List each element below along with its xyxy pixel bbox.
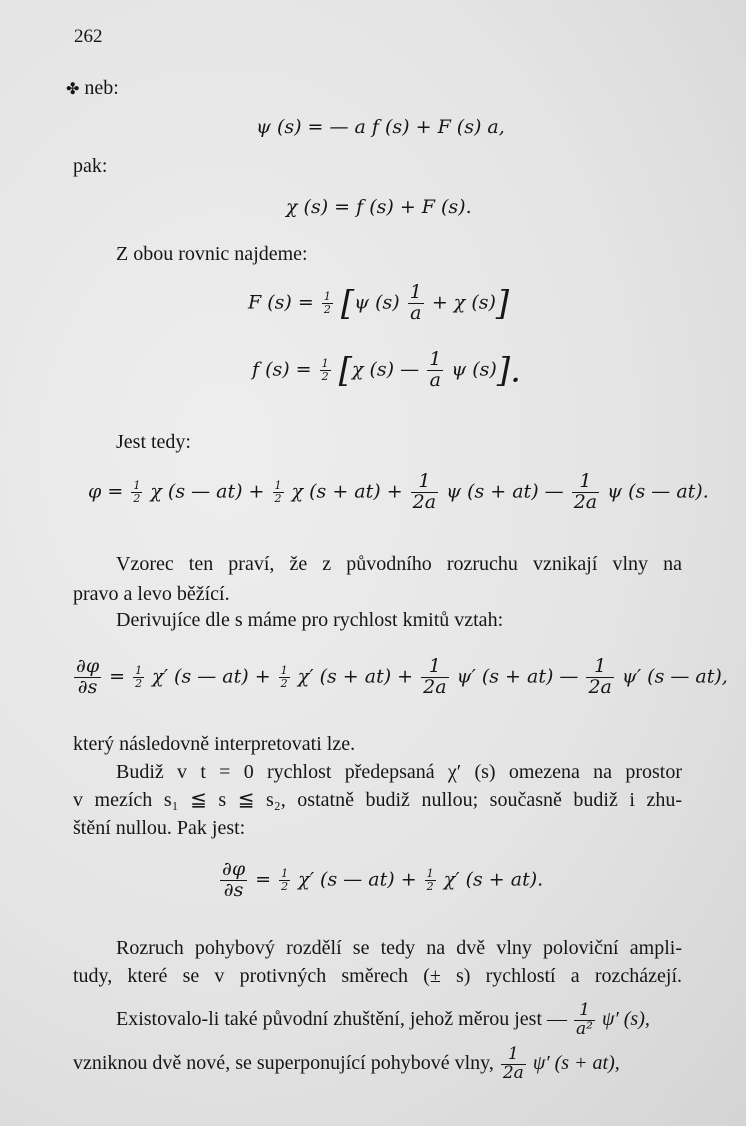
half-fraction: $\frac{1}{2}$ [321,357,329,383]
paragraph-6: Existovalo-li také původní zhuštění, jehož měrou jest — $\frac{1}{\text{a²}}$ ψ′ (s), [116,1000,650,1039]
equation-F: F (s) = $\frac{1}{2}$ [ψ (s) $\frac{1}{a}$ + χ (s)] [248,281,510,324]
paragraph-2: Derivujíce dle s máme pro rychlost kmitů vztah: [116,609,504,631]
paragraph-1-line-2: pravo a levo běžící. [73,583,230,605]
page-number: 262 [74,26,103,47]
jest-tedy-line: Jest tedy: [116,431,191,453]
paragraph-3: který následovně interpretovati lze. [73,733,356,755]
fraction: $\frac{1}{a}$ [429,348,442,391]
fraction: $\frac{1}{a}$ [409,281,422,324]
half-fraction: $\frac{1}{2}$ [323,290,331,316]
paragraph-5-line-2: tudy, které se v protivných směrech (± s) rychlostí a rozcházejí. [73,965,682,987]
equation-psi: ψ (s) = — a f (s) + F (s) a, [256,116,505,138]
paragraph-1-line-1: Vzorec ten praví, že z původního rozruchu vznikají vlny na [116,553,682,575]
equation-dphi-ds: $\frac{\partial\varphi}{\partial s}$ = $\frac{1}{2}$ χ′ (s — at) + $\frac{1}{2}$ χ′ (s + at) + $\frac{1}{2a}$ ψ′ (s + at) — $\frac{1}{2a}$ ψ′ (s — at), [76,655,728,698]
fleuron-icon: ✤ [66,81,80,98]
paragraph-4-line-1: Budiž v t = 0 rychlost předepsaná χ′ (s) omezena na prostor [116,761,682,783]
paragraph-7: vzniknou dvě nové, se superponující pohybové vlny, $\frac{1}{2a}$ ψ′ (s + at), [73,1044,620,1083]
neb-label: neb: [84,77,119,99]
paragraph-5-line-1: Rozruch pohybový rozdělí se tedy na dvě vlny poloviční ampli- [116,937,682,959]
neb-line [66,78,119,98]
pak-label: pak: [73,155,108,177]
equation-chi: χ (s) = f (s) + F (s). [286,196,472,218]
paragraph-4-line-3: štění nullou. Pak jest: [73,817,246,839]
paragraph-4-line-2: v mezích s₁ ≦ s ≦ s₂, ostatně budiž nullou; současně budiž i zhu- [73,789,682,811]
equation-dphi-ds-2: $\frac{\partial\varphi}{\partial s}$ = $\frac{1}{2}$ χ′ (s — at) + $\frac{1}{2}$ χ′ (s + at). [222,858,544,901]
equation-f: f (s) = $\frac{1}{2}$ [χ (s) — $\frac{1}{a}$ ψ (s)]. [252,348,521,391]
z-obou-line: Z obou rovnic najdeme: [116,243,308,265]
equation-phi: φ = $\frac{1}{2}$ χ (s — at) + $\frac{1}{2}$ χ (s + at) + $\frac{1}{2a}$ ψ (s + at) — $\frac{1}{2a}$ ψ (s — at). [88,470,709,513]
